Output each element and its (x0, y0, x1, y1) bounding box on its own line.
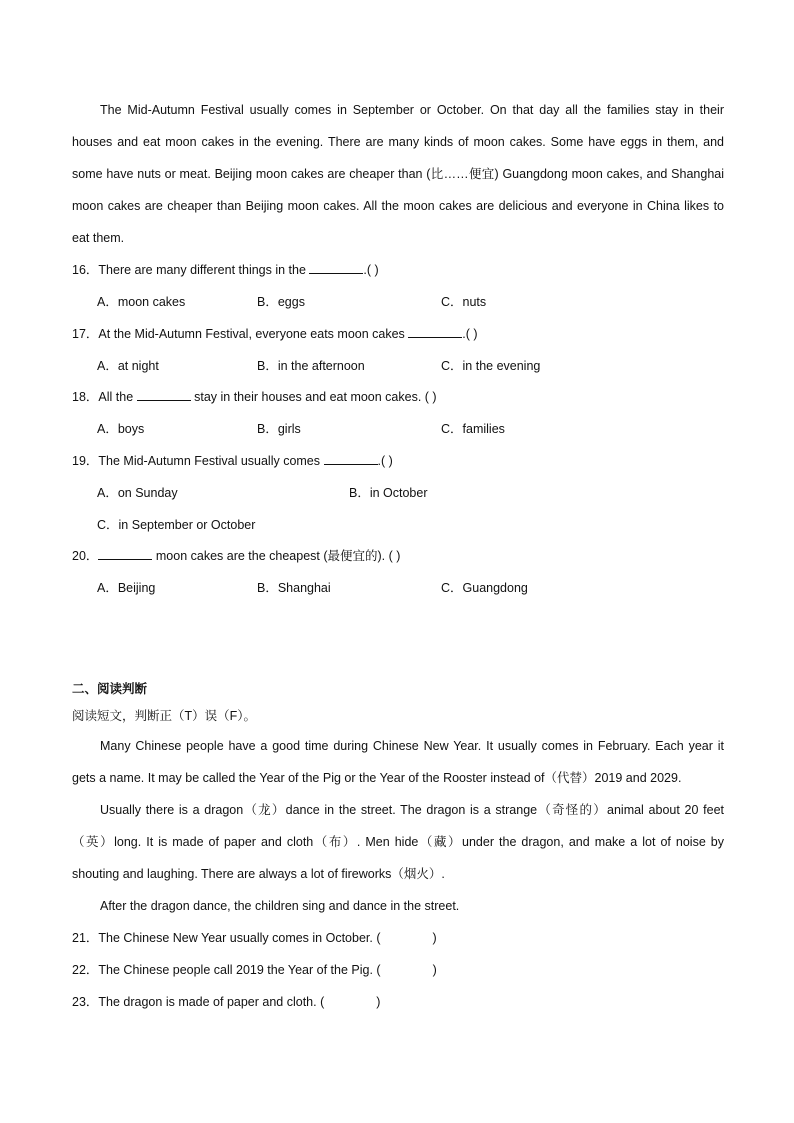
question-number: 22． (72, 963, 99, 977)
option-b[interactable]: B．eggs (257, 295, 305, 309)
question-16 (72, 261, 379, 279)
question-22 (72, 961, 437, 979)
option-b[interactable]: B．in the afternoon (257, 359, 365, 373)
passage-after-dance: After the dragon dance, the children sing and dance in the street. (100, 899, 460, 913)
answer-blank[interactable] (137, 388, 191, 401)
question-20 (72, 547, 400, 565)
question-17 (72, 325, 478, 343)
option-b[interactable]: B．Shanghai (257, 581, 331, 595)
question-18 (72, 388, 437, 406)
question-21 (72, 929, 437, 947)
option-a[interactable]: A．moon cakes (97, 295, 186, 309)
question-text: All the (98, 390, 137, 404)
passage-mid-autumn: The Mid-Autumn Festival usually comes in September or October. On that day all the families stay in their houses and eat moon cakes in the evening. There are many kinds of moon cakes. Some have eggs in them, and some have nuts or meat. Beijing moon cakes are cheaper than (比……便宜) Guangdong moon cakes, and Shanghai moon cakes are cheaper than Beijing moon cakes. All the moon cakes are delicious and everyone in China likes to eat them. (72, 103, 724, 245)
option-a[interactable]: A．on Sunday (97, 486, 178, 500)
option-a[interactable]: A．Beijing (97, 581, 156, 595)
question-tail: .( ) (462, 327, 478, 341)
option-a[interactable]: A．boys (97, 422, 145, 436)
question-text: There are many different things in the (98, 263, 310, 277)
question-tail: .( ) (363, 263, 379, 277)
question-text: The Mid-Autumn Festival usually comes (98, 454, 324, 468)
question-close: ) (432, 963, 437, 977)
question-text: At the Mid-Autumn Festival, everyone eats moon cakes (98, 327, 409, 341)
question-23 (72, 993, 380, 1011)
question-tail: stay in their houses and eat moon cakes. ( ) (190, 390, 437, 404)
question-tail: moon cakes are the cheapest (最便宜的). ( ) (152, 549, 401, 563)
option-c[interactable]: C．in the evening (441, 359, 541, 373)
question-number: 17． (72, 327, 99, 341)
section-instruction: 阅读短文，判断正（T）误（F）。 (72, 709, 257, 723)
option-c[interactable]: C．families (441, 422, 505, 436)
question-number: 18． (72, 390, 99, 404)
option-c[interactable]: C．Guangdong (441, 581, 528, 595)
option-b[interactable]: B．girls (257, 422, 301, 436)
answer-blank[interactable] (324, 452, 378, 465)
question-close: ) (376, 995, 381, 1009)
option-c[interactable]: C．nuts (441, 295, 487, 309)
question-number: 16． (72, 263, 99, 277)
question-text: The dragon is made of paper and cloth. ( (98, 995, 325, 1009)
section-title: 二、阅读判断 (72, 682, 148, 696)
question-text: The Chinese people call 2019 the Year of the Pig. ( (98, 963, 381, 977)
passage-dragon-dance: Usually there is a dragon（龙）dance in the street. The dragon is a strange（奇怪的）animal about 20 feet（英）long. It is made of paper and cloth（布）. Men hide（藏）under the dragon, and make a lot of noise by shouting and laughing. There are always a lot of fireworks（烟火）. (72, 803, 724, 881)
question-19 (72, 452, 393, 470)
answer-blank[interactable] (98, 547, 152, 560)
question-number: 23． (72, 995, 99, 1009)
option-b[interactable]: B．in October (349, 486, 428, 500)
option-a[interactable]: A．at night (97, 359, 159, 373)
question-number: 20． (72, 549, 99, 563)
question-text: The Chinese New Year usually comes in October. ( (98, 931, 381, 945)
question-number: 19． (72, 454, 99, 468)
passage-chinese-new-year: Many Chinese people have a good time during Chinese New Year. It usually comes in February. Each year it gets a name. It may be called the Year of the Pig or the Year of the Rooster instead of（代替）2019 and 2029. (72, 739, 724, 785)
question-number: 21． (72, 931, 99, 945)
question-tail: .( ) (377, 454, 393, 468)
option-c[interactable]: C．in September or October (97, 518, 256, 532)
answer-blank[interactable] (309, 261, 363, 274)
answer-blank[interactable] (408, 325, 462, 338)
question-close: ) (432, 931, 437, 945)
